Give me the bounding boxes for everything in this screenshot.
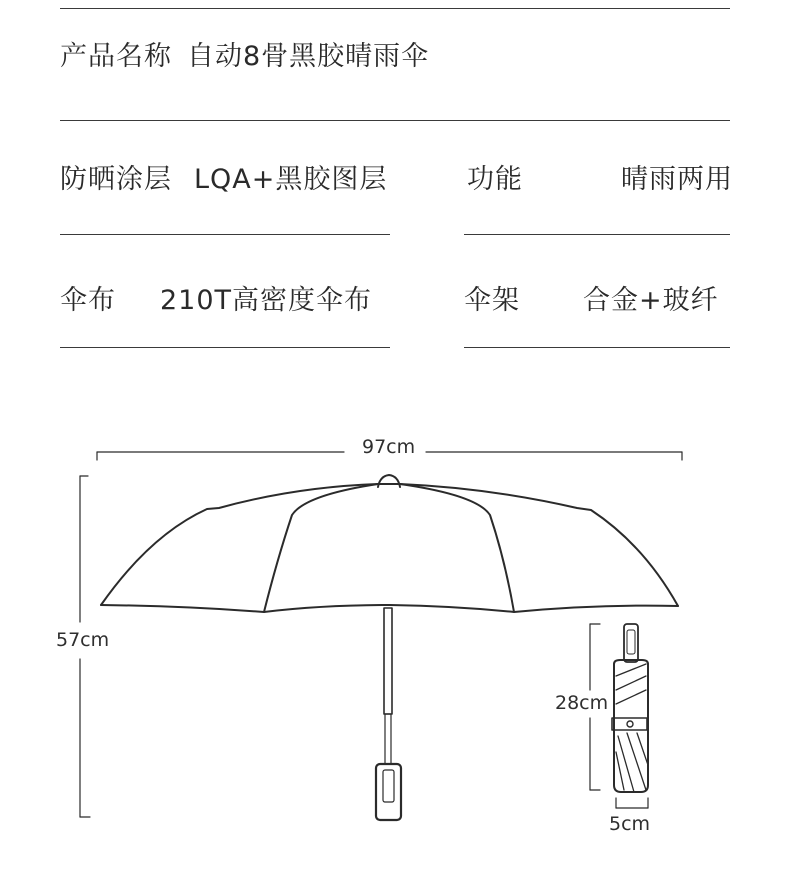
folded-top-cap-inner <box>627 630 635 654</box>
function-label: 功能 <box>467 164 523 195</box>
folded-diameter-dimension-line <box>616 798 648 808</box>
width-dimension-line <box>97 452 682 460</box>
fabric-value: 210T高密度伞布 <box>160 285 373 316</box>
function-value: 晴雨两用 <box>621 164 733 195</box>
coating-label: 防晒涂层 <box>60 164 172 195</box>
coating-value: LQA+黑胶图层 <box>194 164 388 195</box>
folded-length-dimension-line <box>590 624 600 790</box>
canopy-rib-right <box>400 484 514 612</box>
folded-body <box>614 660 648 792</box>
strap-button <box>627 721 633 727</box>
height-dimension-line <box>80 476 90 817</box>
canopy-top-knob <box>378 475 400 487</box>
fabric-label: 伞布 <box>60 285 116 316</box>
product-name-value: 自动8骨黑胶晴雨伞 <box>187 41 430 72</box>
canopy-outline <box>101 484 678 606</box>
folded-length-label: 28cm <box>555 692 609 714</box>
frame-value: 合金+玻纤 <box>583 285 719 316</box>
open-width-label: 97cm <box>362 436 416 458</box>
umbrella-canopy <box>101 475 678 612</box>
frame-label: 伞架 <box>464 285 520 316</box>
umbrella-shaft <box>384 608 392 764</box>
product-name-label: 产品名称 <box>60 41 172 72</box>
folded-umbrella <box>612 624 648 792</box>
canopy-rib-left <box>264 484 378 612</box>
open-height-label: 57cm <box>56 629 110 651</box>
folded-strap <box>612 718 647 730</box>
umbrella-handle <box>376 764 401 820</box>
folded-diameter-label: 5cm <box>609 813 651 835</box>
